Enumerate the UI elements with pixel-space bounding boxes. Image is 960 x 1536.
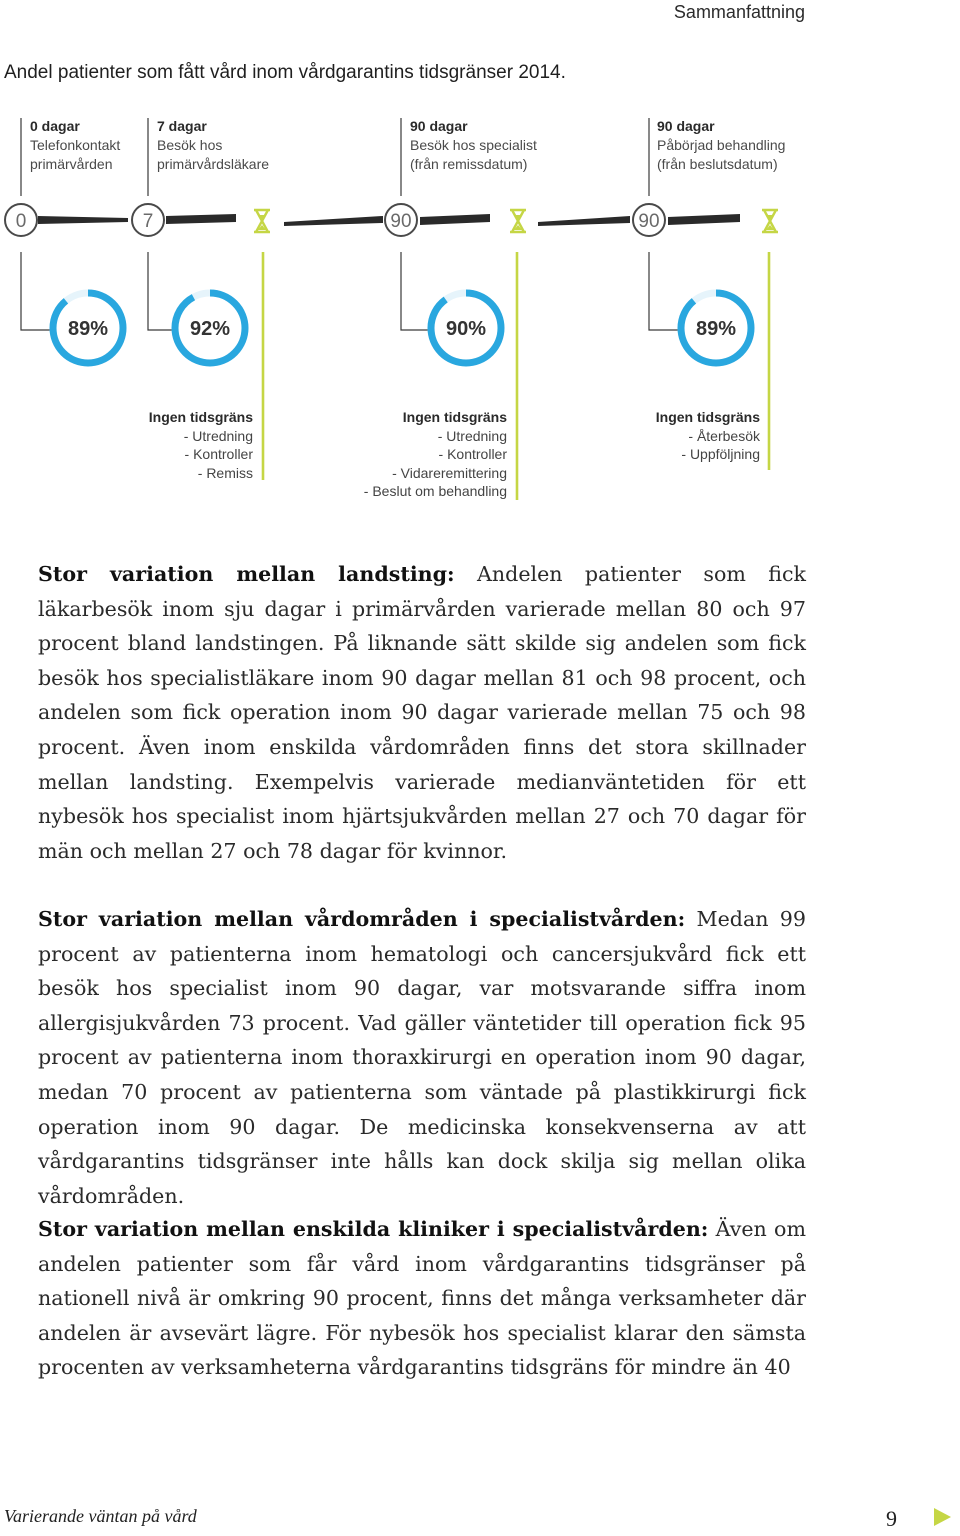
- no-limit-note-primary: [149, 408, 253, 482]
- ring-89-last: [681, 293, 751, 363]
- note-item: - Kontroller: [184, 446, 253, 462]
- milestone-title: 90 dagar: [657, 118, 715, 134]
- milestone-line: primärvården: [30, 156, 113, 172]
- no-limit-note-treatment: [656, 408, 760, 464]
- page-number: 9: [886, 1506, 897, 1531]
- hourglass-icon: [510, 210, 526, 232]
- paragraph-lead: Stor variation mellan landsting:: [38, 562, 455, 586]
- ring-92: [175, 293, 245, 363]
- milestone-line: (från remissdatum): [410, 156, 528, 172]
- paragraph-landsting: [38, 557, 806, 868]
- footer-title: Varierande väntan på vård: [4, 1506, 197, 1526]
- node-label: 0: [15, 211, 27, 232]
- paragraph-kliniker: [38, 1212, 806, 1385]
- note-item: - Remiss: [197, 464, 253, 481]
- milestone-title: 90 dagar: [410, 118, 468, 134]
- node-90-specialist: [385, 204, 417, 236]
- ring-90: [431, 293, 501, 363]
- paragraph-vardomraden: [38, 902, 806, 1213]
- note-title: Ingen tidsgräns: [402, 409, 507, 425]
- hourglass-icon: [254, 210, 270, 232]
- milestone-connectors: [21, 118, 649, 196]
- node-90-treatment: [633, 204, 665, 236]
- milestone-line: Besök hos specialist: [410, 137, 537, 153]
- ring-label: 92%: [189, 318, 231, 340]
- ring-label: 89%: [695, 318, 737, 340]
- note-item: - Kontroller: [438, 446, 507, 462]
- ring-89-first: [53, 293, 123, 363]
- node-label: 90: [390, 211, 412, 232]
- milestone-line: primärvårdsläkare: [157, 156, 270, 172]
- note-item: - Utredning: [183, 427, 253, 444]
- milestone-line: Telefonkontakt: [30, 137, 121, 153]
- node-label: 7: [142, 211, 154, 232]
- milestone-title: 7 dagar: [157, 118, 207, 134]
- ring-label: 90%: [445, 318, 487, 340]
- paragraph-lead: Stor variation mellan vårdområden i specialistvården:: [38, 907, 686, 931]
- section-header: Sammanfattning: [673, 2, 805, 22]
- hourglass-icon: [762, 210, 778, 232]
- note-item: - Återbesök: [688, 427, 760, 444]
- ring-label: 89%: [67, 318, 109, 340]
- note-item: - Uppföljning: [681, 446, 760, 462]
- paragraph-lead: Stor variation mellan enskilda kliniker i specialistvården:: [38, 1217, 709, 1241]
- node-0: [5, 204, 37, 236]
- note-item: - Beslut om behandling: [363, 483, 507, 499]
- milestone-line: Besök hos: [157, 137, 223, 153]
- paragraph-text: Även om andelen patienter som får vård inom vårdgarantins tidsgränser på nationell nivå är omkring 90 procent, finns det många verksamheter där andelen är avsevärt lägre. För nybesök hos specialist klarar den sämsta procenten av verksamheterna vårdgarantins tidsgräns för mindre än 40: [38, 1217, 806, 1380]
- paragraph-text: Medan 99 procent av patienterna inom hematologi och cancersjukvård fick ett besök hos specialist inom 90 dagar, var motsvarande siffra inom allergisjukvården 73 procent. Vad gäller väntetider till operation fick 95 procent av patienterna inom thoraxkirurgi en operation inom 90 dagar, medan 70 procent av patienterna som väntade på plastikkirurgi fick operation inom 90 dagar. De medicinska konsekvenserna av att vårdgarantins tidsgränser inte hålls kan dock skilja sig mellan olika vårdområden.: [38, 907, 806, 1208]
- paragraph-text: Andelen patienter som fick läkarbesök inom sju dagar i primärvården varierade mellan 80 och 97 procent bland landstingen. På liknande sätt skilde sig andelen som fick besök hos specialistläkare inom 90 dagar mellan 81 och 98 procent, och andelen som fick operation inom 90 dagar varierade mellan 75 och 98 procent. Även inom enskilda vårdområden finns det stora skillnader mellan landsting. Exempelvis varierade medianväntetiden för ett nybesök hos specialist inom hjärtsjukvården mellan 27 och 70 dagar för män och mellan 27 och 78 dagar för kvinnor.: [38, 562, 806, 863]
- no-limit-note-specialist: [364, 408, 507, 501]
- milestone-title: 0 dagar: [30, 118, 80, 134]
- note-item: - Utredning: [437, 427, 507, 444]
- node-7: [132, 204, 164, 236]
- next-page-arrow-icon[interactable]: [934, 1508, 951, 1526]
- note-item: - Vidareremittering: [392, 464, 507, 481]
- note-title: Ingen tidsgräns: [655, 409, 760, 425]
- note-title: Ingen tidsgräns: [148, 409, 253, 425]
- figure-caption: Andel patienter som fått vård inom vårdgarantins tidsgränser 2014.: [4, 62, 566, 83]
- milestone-line: Påbörjad behandling: [657, 137, 786, 153]
- milestone-line: (från beslutsdatum): [657, 156, 778, 172]
- percentage-rings: [53, 293, 751, 363]
- node-label: 90: [638, 211, 660, 232]
